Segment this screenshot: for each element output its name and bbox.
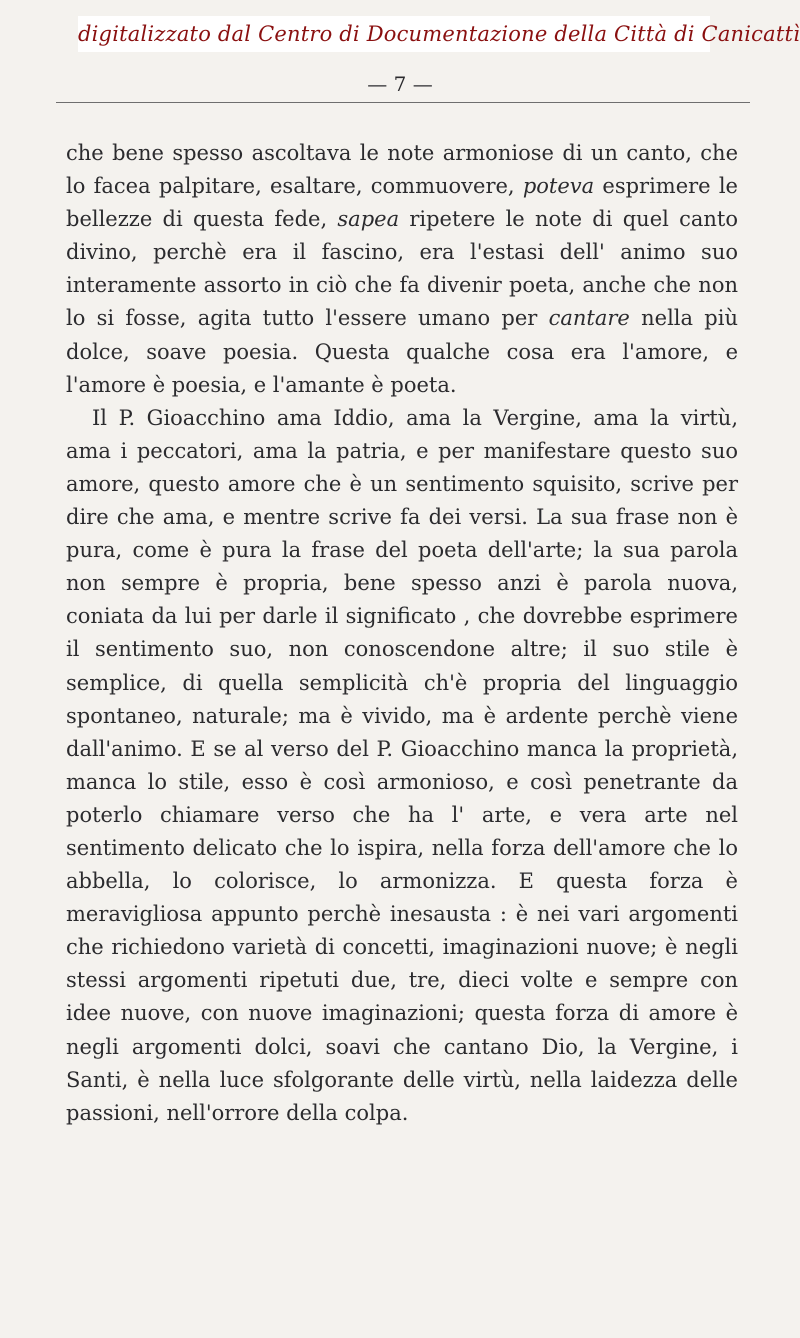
page-number: — 7 — — [367, 72, 433, 96]
header-divider — [56, 102, 750, 103]
italic-word-cantare: cantare — [548, 306, 630, 331]
page-body — [66, 137, 738, 1130]
italic-word-poteva: poteva — [522, 174, 595, 199]
digitization-watermark: digitalizzato dal Centro di Documentazione della Città di Canicattì — [78, 16, 710, 52]
paragraph-2: Il P. Gioacchino ama Iddio, ama la Vergine, ama la virtù, ama i peccatori, ama la patria, e per manifestare questo suo amore, questo amore che è un sentimento squisito, scrive per dire che ama, e mentre scrive fa dei versi. La sua frase non è pura, come è pura la frase del poeta dell'arte; la sua parola non sempre è propria, bene spesso anzi è parola nuova, coniata da lui per darle il significato , che dovrebbe esprimere il sentimento suo, non conoscendone altre; il suo stile è semplice, di quella semplicità ch'è propria del linguaggio spontaneo, naturale; ma è vivido, ma è ardente perchè viene dall'animo. E se al verso del P. Gioacchino manca la proprietà, manca lo stile, esso è così armonioso, e così penetrante da poterlo chiamare verso che ha l' arte, e vera arte nel sentimento delicato che lo ispira, nella forza dell'amore che lo abbella, lo colorisce, lo armonizza. E questa forza è meravigliosa appunto perchè inesausta : è nei vari argomenti che richiedono varietà di concetti, imaginazioni nuove; è negli stessi argomenti ripetuti due, tre, dieci volte e sempre con idee nuove, con nuove imaginazioni; questa forza di amore è negli argomenti dolci, soavi che cantano Dio, la Vergine, i Santi, è nella luce sfolgorante delle virtù, nella laidezza delle passioni, nell'orrore della colpa. — [66, 405, 738, 1125]
paragraph-1-segment-4: nella più dolce, soave poesia. Questa qualche cosa era l'amore, e l'amore è poesia, e l'amante è poeta. — [66, 306, 738, 397]
italic-word-sapea: sapea — [337, 207, 400, 232]
paragraph-1-segment-3: ripetere le note di quel canto divino, perchè era il fascino, era l'estasi dell' animo suo interamente assorto in ciò che fa divenir poeta, anche che non lo si fosse, agita tutto l'essere umano per — [66, 207, 738, 331]
paragraph-1-segment-2: esprimere le bellezze di questa fede, — [66, 174, 738, 232]
paragraph-1 — [66, 137, 738, 402]
paragraph-1-segment-1: che bene spesso ascoltava le note armoniose di un canto, che lo facea palpitare, esaltare, commuovere, — [66, 141, 738, 199]
